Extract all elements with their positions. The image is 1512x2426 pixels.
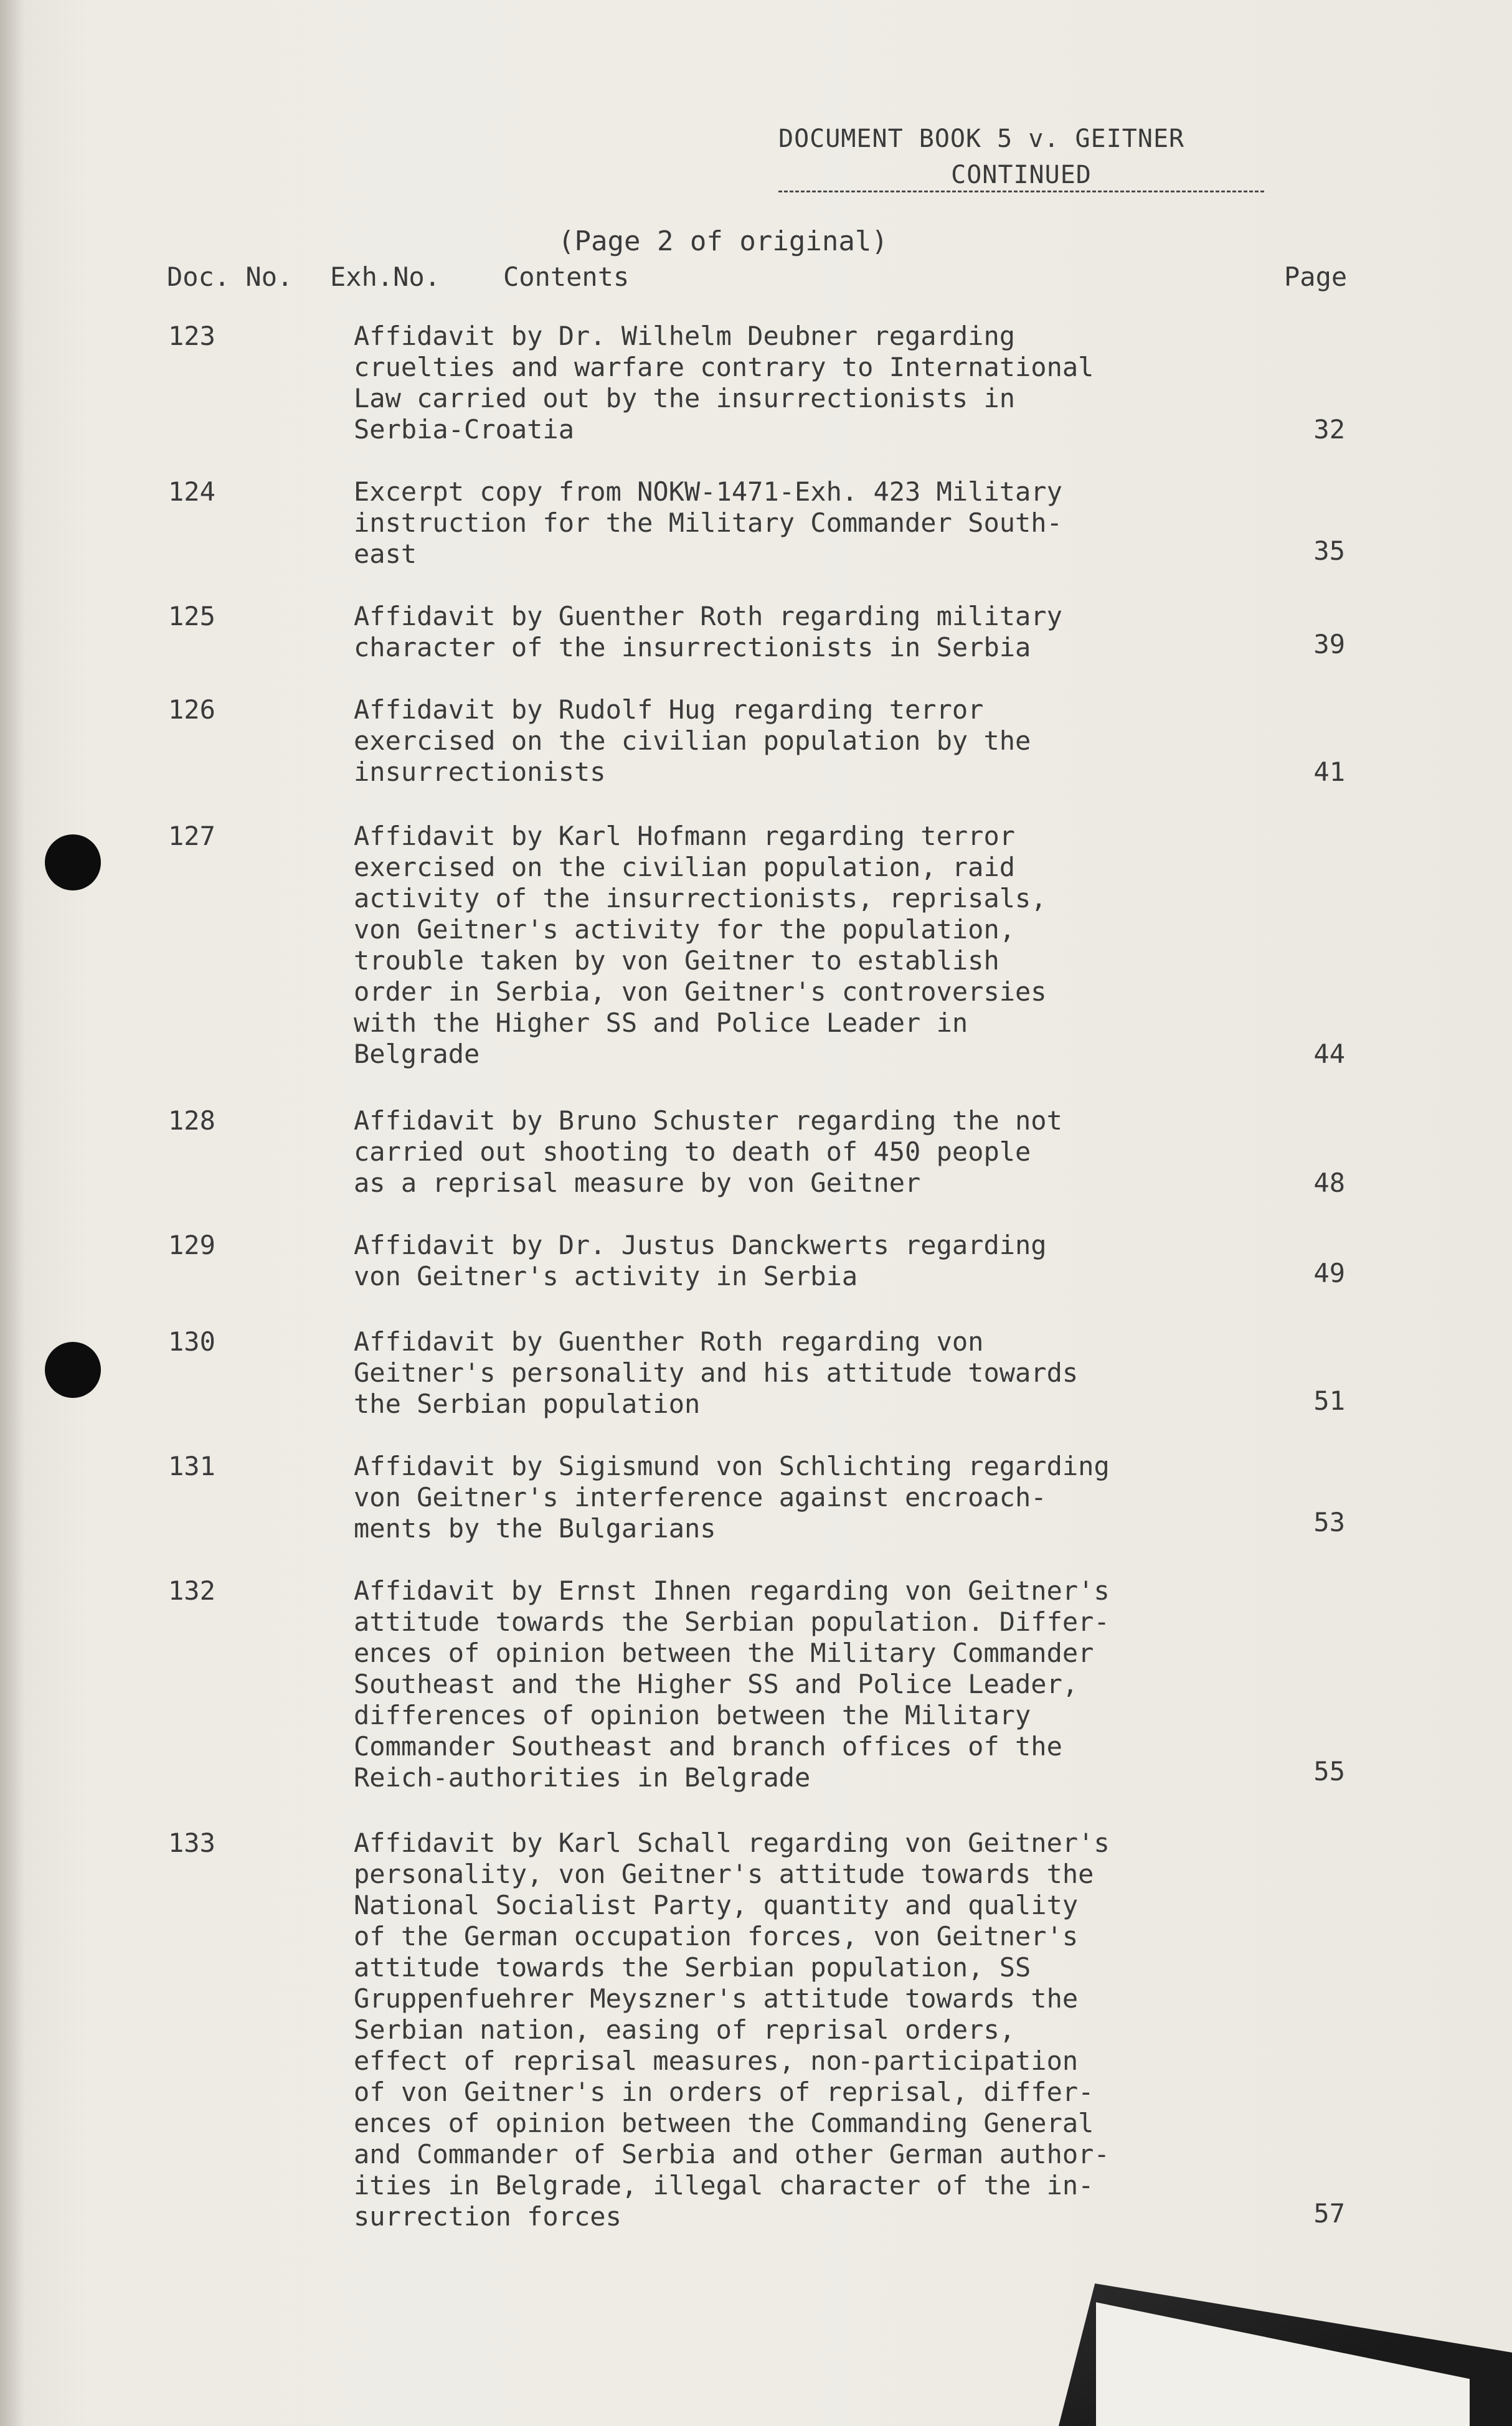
header-continued: CONTINUED xyxy=(778,161,1264,192)
entry-description: Affidavit by Karl Hofmann regarding terror exercised on the civilian population, raid activity of the insurrectionists, reprisals, von Geitner's activity for the population, trouble taken by von Geitner to establish order in Serbia, von Geitner's controversies with the Higher SS and Police Leader in Belgrade xyxy=(354,821,1047,1069)
entry-doc-number: 123 xyxy=(168,321,215,351)
document-header xyxy=(778,125,1185,189)
page-edge-shadow xyxy=(0,0,25,2426)
entry-page: 48 xyxy=(1313,1168,1345,1198)
entry-description: Excerpt copy from NOKW-1471-Exh. 423 Military instruction for the Military Commander South- east xyxy=(354,476,1062,569)
entry-description: Affidavit by Ernst Ihnen regarding von Geitner's attitude towards the Serbian population. Differ- ences of opinion between the Military Commander Southeast and the Higher SS and Police Leader, differences of opinion between the Military Commander Southeast and branch offices of the Reich-authorities in Belgrade xyxy=(354,1575,1110,1793)
entry-page: 41 xyxy=(1313,757,1345,787)
entry-page: 44 xyxy=(1313,1039,1345,1069)
entry-doc-number: 130 xyxy=(168,1326,215,1357)
entry-doc-number: 131 xyxy=(168,1451,215,1481)
entry-doc-number: 126 xyxy=(168,694,215,725)
entry-page: 35 xyxy=(1313,536,1345,566)
entry-description: Affidavit by Rudolf Hug regarding terror exercised on the civilian population by the insurrectionists xyxy=(354,694,1031,787)
entry-page: 53 xyxy=(1313,1507,1345,1537)
entry-page: 51 xyxy=(1313,1385,1345,1416)
entry-doc-number: 124 xyxy=(168,476,215,507)
column-exh-no: Exh.No. xyxy=(330,262,441,292)
entry-description: Affidavit by Karl Schall regarding von Geitner's personality, von Geitner's attitude towards the National Socialist Party, quantity and quality of the German occupation forces, von Geitner's attitude towards the Serbian population, SS Gruppenfuehrer Meyszner's attitude towards the Serbian nation, easing of reprisal orders, effect of reprisal measures, non-participation of von Geitner's in orders of reprisal, differ- ences of opinion between the Commanding General and Commander of Serbia and other German author- ities in Belgrade, illegal character of the in- surrection forces xyxy=(354,1828,1110,2232)
entry-page: 32 xyxy=(1313,414,1345,445)
page-note: (Page 2 of original) xyxy=(558,225,888,257)
entry-doc-number: 132 xyxy=(168,1575,215,1606)
entry-doc-number: 127 xyxy=(168,821,215,851)
header-title: DOCUMENT BOOK 5 v. GEITNER xyxy=(778,125,1185,153)
punch-hole xyxy=(45,834,101,890)
entry-page: 39 xyxy=(1313,629,1345,659)
entry-description: Affidavit by Dr. Wilhelm Deubner regarding cruelties and warfare contrary to International Law carried out by the insurrectionists in Serbia-Croatia xyxy=(354,321,1094,445)
entry-description: Affidavit by Dr. Justus Danckwerts regarding von Geitner's activity in Serbia xyxy=(354,1230,1047,1291)
entry-description: Affidavit by Bruno Schuster regarding the not carried out shooting to death of 450 people as a reprisal measure by von Geitner xyxy=(354,1105,1062,1198)
entry-doc-number: 128 xyxy=(168,1105,215,1136)
entry-page: 49 xyxy=(1313,1258,1345,1288)
column-contents: Contents xyxy=(503,262,630,292)
entry-description: Affidavit by Guenther Roth regarding von Geitner's personality and his attitude towards the Serbian population xyxy=(354,1326,1079,1419)
entry-description: Affidavit by Sigismund von Schlichting regarding von Geitner's interference against encroach- ments by the Bulgarians xyxy=(354,1451,1110,1544)
entry-doc-number: 129 xyxy=(168,1230,215,1260)
entry-doc-number: 125 xyxy=(168,601,215,631)
column-doc-no: Doc. No. xyxy=(167,262,293,292)
entry-page: 57 xyxy=(1313,2198,1345,2229)
entry-page: 55 xyxy=(1313,1756,1345,1786)
punch-hole xyxy=(45,1342,101,1398)
entry-doc-number: 133 xyxy=(168,1828,215,1858)
entry-description: Affidavit by Guenther Roth regarding military character of the insurrectionists in Serbia xyxy=(354,601,1062,663)
column-page: Page xyxy=(1284,262,1348,292)
